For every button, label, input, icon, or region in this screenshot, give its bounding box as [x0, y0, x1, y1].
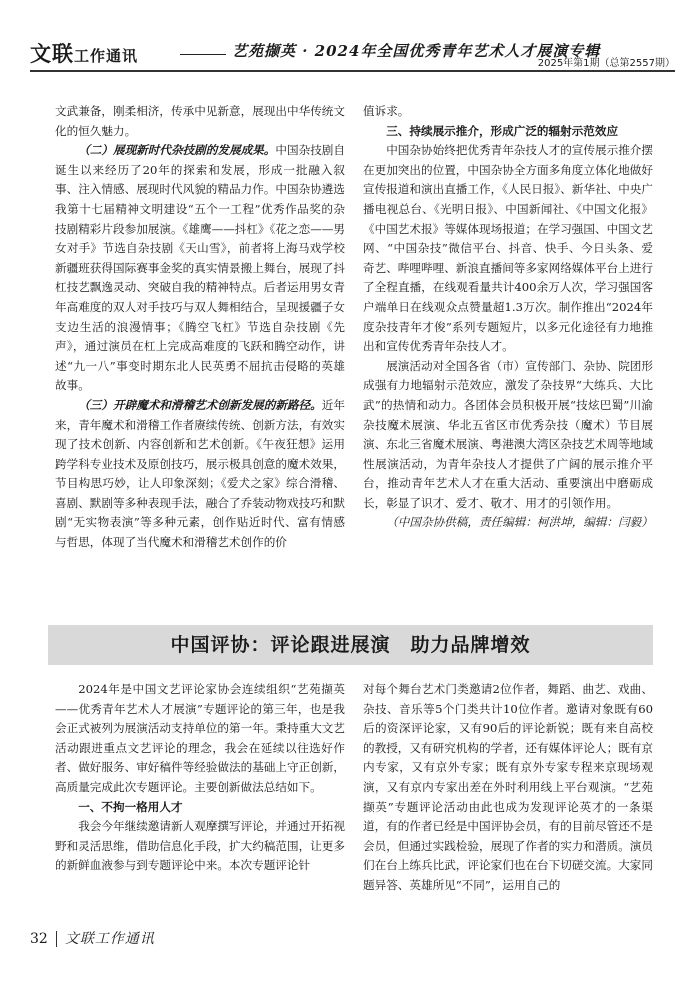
article2-right-column	[363, 680, 653, 896]
page-number: 32	[30, 931, 57, 947]
header-rule	[30, 70, 675, 72]
section-heading: 三、持续展示推介，形成广泛的辐射示范效应	[386, 123, 619, 138]
paragraph: 文武兼备，刚柔相济，传承中见新意，展现出中华传统文化的恒久魅力。	[55, 104, 345, 138]
paragraph	[55, 396, 345, 553]
editor-credit: （中国杂协供稿，责任编辑：柯洪坤，编辑：闫毅）	[386, 515, 653, 530]
article2-left-column	[55, 680, 345, 876]
column-title: 艺苑撷英 · 2024年全国优秀青年艺术人才展演专辑	[232, 42, 601, 60]
paragraph: 值诉求。	[363, 104, 410, 118]
section-lead: （三）开辟魔术和滑稽艺术创新发展的新路径。	[78, 397, 322, 412]
page-footer	[30, 928, 155, 952]
article-title: 中国评协：评论跟进展演 助力品牌增效	[170, 634, 531, 656]
paragraph: 2024年是中国文艺评论家协会连续组织“艺苑撷英——优秀青年艺术人才展演”专题评论的第三年，也是我会正式被列为展演活动支持单位的第一年。秉持重大文艺活动跟进重点文艺评论的理念，我会在延续以往选好作者、做好服务、审好稿件等经验做法的基础上守正创新，高质量完成此次专题评论。主要创新做法总结如下。	[55, 682, 345, 794]
publication-logo	[30, 38, 138, 68]
page-header	[30, 38, 675, 70]
paragraph: 对每个舞台艺术门类邀请2位作者，舞蹈、曲艺、戏曲、杂技、音乐等5个门类共计10位作者。邀请对象既有60后的资深评论家，又有90后的评论新锐；既有来自高校的教授，又有研究机构的学者，还有媒体评论人；既有京内专家，又有京外专家；既有京外专家专程来京现场观演，又有京内专家出差在外时利用线上平台观演。“艺苑撷英”专题评论活动由此也成为发现评论英才的一条渠道，有的作者已经是中国评协会员，有的目前尽管还不是会员，但通过实践检验，展现了作者的实力和潜质。演员们在台上练兵比武，评论家们也在台下切磋交流。大家同题异答、英雄所见“不同”，运用自己的	[363, 682, 653, 892]
issue-number: 2025年第1期（总第2557期）	[537, 58, 675, 69]
article-title-banner	[48, 625, 653, 665]
paragraph: 展演活动对全国各省（市）宣传部门、杂协、院团形成强有力地辐射示范效应，激发了杂技界“大练兵、大比武”的热情和动力。各团体会员积极开展“技炫巴蜀”川渝杂技魔术展演、华北五省区市优秀杂技（魔术）节目展演、东北三省魔术展演、粤港澳大湾区杂技艺术周等地域性展演活动，为青年杂技人才提供了广阔的展示推介平台，推动青年艺术人才在重大活动、重要演出中磨砺成长，彰显了识才、爱才、敬才、用才的引领作用。	[363, 358, 653, 510]
paragraph-text: 近年来，青年魔术和滑稽工作者赓续传统、创新方法，有效实现了技术创新、内容创新和艺术创新。《午夜狂想》运用跨学科专业技术及原创技巧，展示极具创意的魔术效果，节目构思巧妙，让人印象深刻；《爱犬之家》综合滑稽、喜剧、默剧等多种表现手法，融合了乔装动物戏技巧和默剧“无实物表演”等多种元素，创作贴近时代、富有情感与哲思，体现了当代魔术和滑稽艺术创作的价	[55, 397, 345, 550]
logo-subtitle: 工作通讯	[74, 47, 139, 65]
paragraph	[55, 141, 345, 396]
section-lead: （二）展现新时代杂技剧的发展成果。	[78, 143, 276, 158]
paragraph: 中国杂协始终把优秀青年杂技人才的宣传展示推介摆在更加突出的位置，中国杂协全方面多角度立体化地做好宣传报道和演出直播工作，《人民日报》、新华社、中央广播电视总台、《光明日报》、中国新闻社、《中国文化报》《中国艺术报》等媒体现场报道；在学习强国、中国文艺网、“中国杂技”微信平台、抖音、快手、今日头条、爱奇艺、哔哩哔哩、新浪直播间等多家网络媒体平台上进行了全程直播，在线观看量共计400余万人次，学习强国客户端单日在线观众点赞量超1.3万次。制作推出“2024年度杂技青年才俊”系列专题短片，以多元化途径有力地推出和宣传优秀青年杂技人才。	[363, 143, 653, 354]
paragraph: 我会今年继续邀请新人观摩撰写评论，并通过开拓视野和灵活思维，借助信息化手段，扩大约稿范围，让更多的新鲜血液参与到专题评论中来。本次专题评论针	[55, 819, 345, 873]
header-divider-line	[180, 54, 226, 55]
section-heading: 一、不拘一格用人才	[78, 799, 183, 814]
article1-left-column	[55, 102, 345, 553]
article1-right-column	[363, 102, 653, 533]
footer-publication-name: 文联工作通讯	[64, 931, 155, 947]
paragraph-text: 中国杂技剧自诞生以来经历了20年的探索和发展，形成一批融入叙事、注入情感、展现时代风貌的精品力作。中国杂协遴选我第十七届精神文明建设“五个一工程”优秀作品奖的杂技剧精彩片段参加展演。《雄鹰——抖杠》《花之恋——男女对手》节选自杂技剧《天山雪》，前者将上海马戏学校新疆班获得国际赛事金奖的真实情景搬上舞台，展现了抖杠技艺飘逸灵动、突破自我的精神特点。后者运用男女青年高难度的双人对手技巧与双人舞相结合，呈现援疆子女支边生活的浪漫情事；《腾空飞杠》节选自杂技剧《先声》，通过演员在杠上完成高难度的飞跃和腾空动作，讲述“九一八”事变时期东北人民英勇不屈抗击侵略的英雄故事。	[55, 143, 345, 393]
logo-brand: 文联	[30, 42, 74, 66]
